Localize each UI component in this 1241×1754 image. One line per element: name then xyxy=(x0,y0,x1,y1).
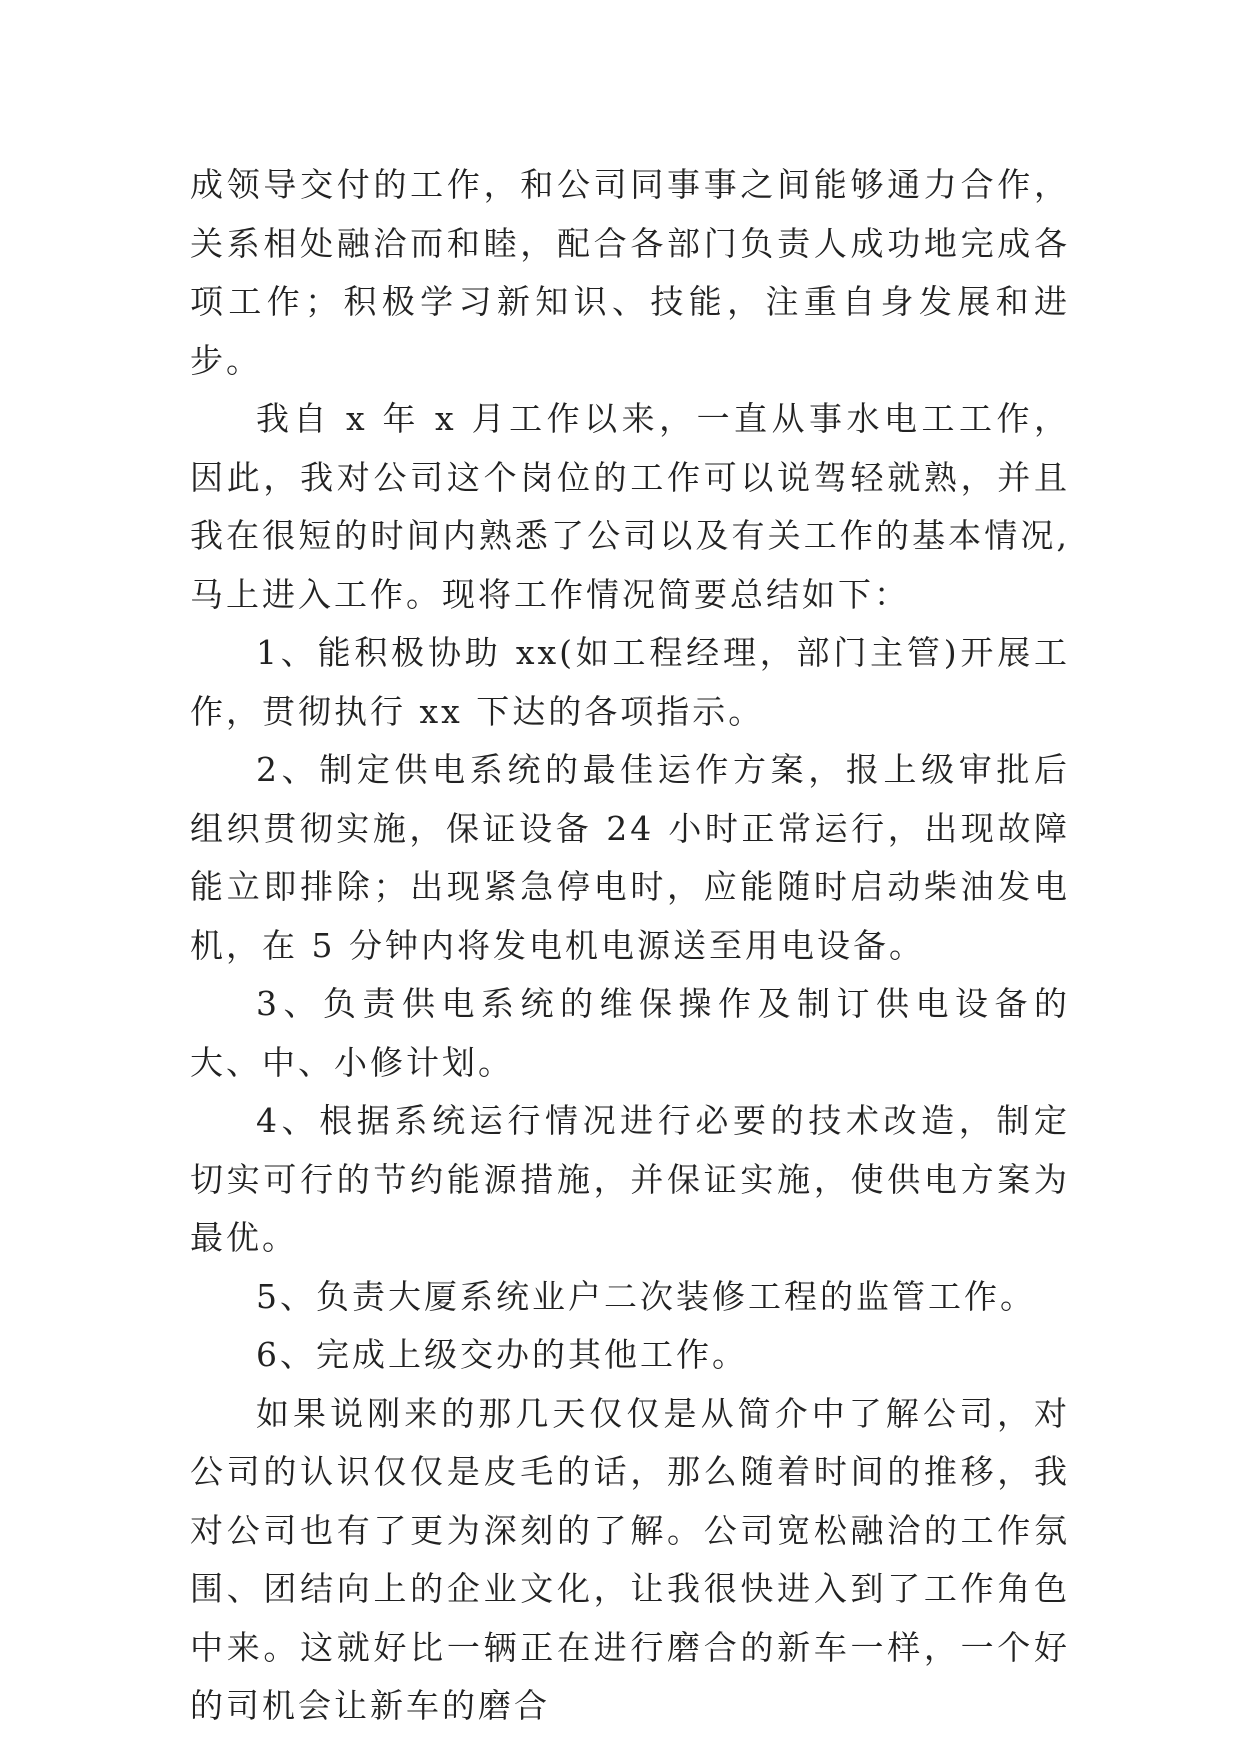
paragraph-item-5: 5、负责大厦系统业户二次装修工程的监管工作。 xyxy=(256,1276,1036,1316)
paragraph-reflection: 如果说刚来的那几天仅仅是从简介中了解公司，对公司的认识仅仅是皮毛的话，那么随着时间的推移，我对公司也有了更为深刻的了解。公司宽松融洽的工作氛围、团结向上的企业文化，让我很快进入到了工作角色中来。这就好比一辆正在进行磨合的新车一样，一个好的司机会让新车的磨合 xyxy=(190,1393,1070,1725)
paragraph-item-6: 6、完成上级交办的其他工作。 xyxy=(256,1335,748,1374)
paragraph-work-intro: 我自 x 年 x 月工作以来，一直从事水电工工作，因此，我对公司这个岗位的工作可以说驾轻就熟，并且我在很短的时间内熟悉了公司以及有关工作的基本情况,马上进入工作。现将工作情况简要总结如下： xyxy=(190,399,1070,614)
paragraph-item-1: 1、能积极协助 xx(如工程经理，部门主管)开展工作，贯彻执行 xx 下达的各项指示。 xyxy=(190,633,1070,731)
paragraph-item-2: 2、制定供电系统的最佳运作方案，报上级审批后组织贯彻实施，保证设备 24 小时正常运行，出现故障能立即排除；出现紧急停电时，应能随时启动柴油发电机，在 5 分钟内将发电机电源送至用电设备。 xyxy=(190,750,1070,965)
paragraph-continuation: 成领导交付的工作，和公司同事事之间能够通力合作，关系相处融洽而和睦，配合各部门负责人成功地完成各项工作；积极学习新知识、技能，注重自身发展和进步。 xyxy=(190,165,1070,380)
paragraph-item-3: 3、负责供电系统的维保操作及制订供电设备的大、中、小修计划。 xyxy=(190,984,1070,1082)
document-body xyxy=(190,156,1070,1736)
paragraph-item-4: 4、根据系统运行情况进行必要的技术改造，制定切实可行的节约能源措施，并保证实施，使供电方案为最优。 xyxy=(190,1101,1070,1257)
